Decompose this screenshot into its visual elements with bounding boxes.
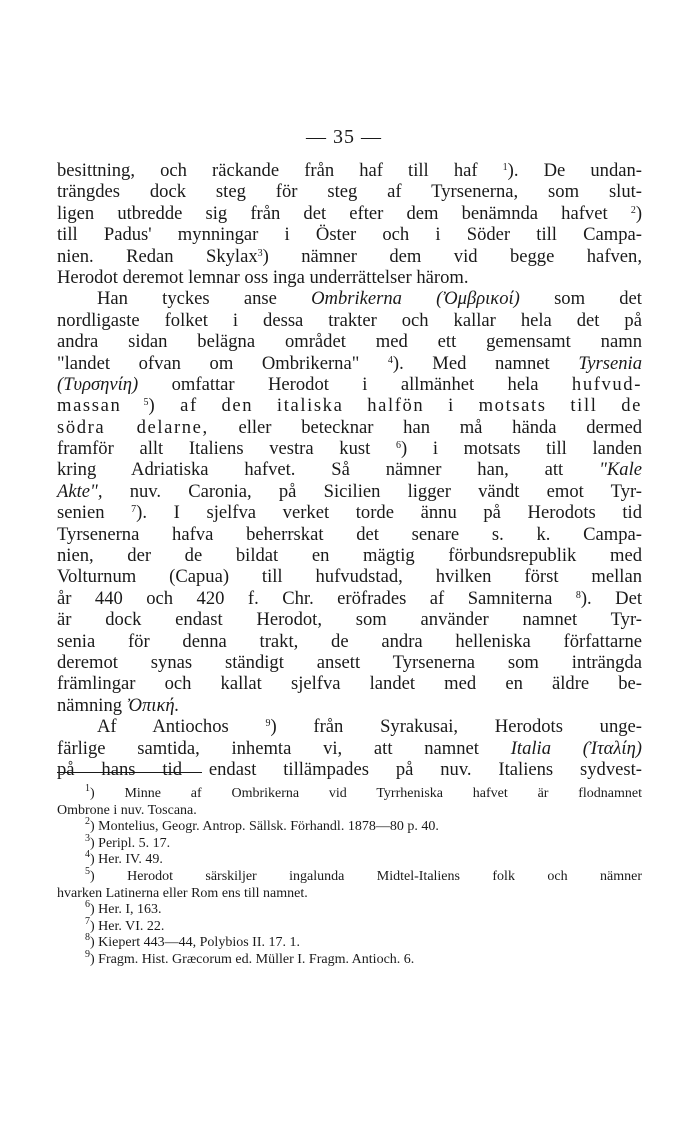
footnote-marker: 9 xyxy=(265,718,271,730)
text-line xyxy=(57,716,642,737)
text-line: på hans tid endast tillämpades på nuv. Italiens sydvest- xyxy=(57,758,642,780)
text-line: deremot synas ständigt ansett Tyrsenerna som inträngda xyxy=(57,651,642,673)
footnote-marker: 2 xyxy=(630,204,636,216)
text-line xyxy=(57,738,642,759)
text-segment: färlige samtida, inhemta vi, att namnet xyxy=(57,737,479,759)
footnote-text: ) Her. VI. 22. xyxy=(90,918,165,934)
text-segment: kring Adriatiska hafvet. Så nämner han, att xyxy=(57,459,564,481)
footnote-continuation: Ombrone i nuv. Toscana. xyxy=(57,802,197,818)
text-line xyxy=(57,203,642,224)
footnote-text: ) Her. I, 163. xyxy=(90,902,162,918)
footnote-number: 6 xyxy=(85,899,90,911)
footnote xyxy=(57,948,642,969)
footnote-text: ) Minne af Ombrikerna vid Tyrrheniska hafvet är flodnamnet xyxy=(90,786,642,801)
italic-name: Tyrsenia xyxy=(578,352,643,374)
text-line: senia för denna trakt, de andra helleniska författarne xyxy=(57,630,642,652)
footnote-text: ) Kiepert 443—44, Polybios II. 17. 1. xyxy=(90,935,300,951)
text-line: trängdes dock steg för steg af Tyrsenerna, som slut- xyxy=(57,181,642,203)
footnote-marker: 8 xyxy=(575,589,581,601)
text-line xyxy=(57,395,642,416)
text-segment: senien xyxy=(57,502,105,524)
spaced-text: hufvud- xyxy=(571,373,642,395)
text-segment: ) nämner dem vid begge hafven, xyxy=(262,245,643,267)
footnote-number: 9 xyxy=(85,948,90,960)
footnotes xyxy=(57,783,642,969)
text-line: Herodot deremot lemnar oss inga underrättelser härom. xyxy=(57,266,469,288)
spaced-text: ) af den italiska halfön i motsats till de xyxy=(148,395,642,417)
footnote-number: 3 xyxy=(85,832,90,844)
text-segment: ). Med namnet xyxy=(392,352,550,374)
footnote-marker: 3 xyxy=(257,247,263,259)
text-segment: ). Det xyxy=(580,587,643,609)
footnote xyxy=(57,932,642,952)
text-line xyxy=(57,160,642,181)
footnote-number: 1 xyxy=(85,783,90,794)
greek-term: (Ὀμβρικοί) xyxy=(436,288,520,310)
text-segment: "landet ofvan om Ombrikerna" xyxy=(57,352,360,374)
italic-name: "Kale xyxy=(599,459,642,481)
text-segment: år 440 och 420 f. Chr. eröfrades af Samniterna xyxy=(57,587,553,609)
text-line xyxy=(57,246,642,267)
footnote-marker: 7 xyxy=(131,504,137,516)
text-segment: nämning xyxy=(57,694,123,716)
text-line xyxy=(57,438,642,459)
footnote-number: 8 xyxy=(85,932,90,944)
italic-name: Akte", xyxy=(57,480,103,502)
text-line: Tyrsenerna hafva beherrskat det senare s. k. Campa- xyxy=(57,523,642,545)
page-number: — 35 — xyxy=(306,126,382,148)
footnote-text: ) Peripl. 5. 17. xyxy=(90,835,171,851)
text-segment: Han tyckes anse xyxy=(97,288,277,310)
text-line xyxy=(57,374,642,395)
text-line: andra sidan belägna området med ett gemensamt namn xyxy=(57,331,642,353)
text-segment: ) xyxy=(635,202,643,224)
text-segment: ) i motsats till landen xyxy=(400,438,643,460)
text-line xyxy=(57,353,642,374)
text-line: främlingar och kallat sjelfva landet med en äldre be- xyxy=(57,673,642,695)
text-segment: eller betecknar han må hända dermed xyxy=(238,416,643,438)
footnote xyxy=(57,865,642,886)
text-segment: som det xyxy=(554,288,642,310)
text-segment: nien. Redan Skylax xyxy=(57,245,258,267)
footnote xyxy=(57,899,642,919)
greek-term: Ὀπική. xyxy=(126,694,180,716)
text-line: till Padus' mynningar i Öster och i Söder till Campa- xyxy=(57,224,642,246)
text-segment: ). I sjelfva verket torde ännu på Herodots tid xyxy=(136,502,642,524)
spaced-text: södra delarne, xyxy=(57,416,209,438)
body-text xyxy=(57,160,642,780)
text-segment: framför allt Italiens vestra kust xyxy=(57,438,371,460)
footnote-divider xyxy=(57,772,202,773)
footnote-number: 4 xyxy=(85,849,90,861)
greek-term: (Ἰταλίη) xyxy=(582,737,642,759)
text-segment: omfattar Herodot i allmänhet hela xyxy=(171,373,539,395)
footnote xyxy=(57,816,642,836)
text-line xyxy=(57,481,642,502)
footnote-text: ) Fragm. Hist. Græcorum ed. Müller I. Fragm. Antioch. 6. xyxy=(90,951,415,967)
footnote-number: 7 xyxy=(85,915,90,927)
text-segment: ) från Syrakusai, Herodots unge- xyxy=(270,716,643,738)
footnote-marker: 1 xyxy=(502,162,508,173)
text-segment: nuv. Caronia, på Sicilien ligger vändt emot Tyr- xyxy=(129,480,643,502)
text-segment: Af Antiochos xyxy=(97,716,229,738)
text-line xyxy=(57,459,642,480)
footnote-text: ) Montelius, Geogr. Antrop. Sällsk. Förhandl. 1878—80 p. 40. xyxy=(90,819,439,835)
footnote xyxy=(57,783,642,803)
footnote-text: ) Her. IV. 49. xyxy=(90,852,163,868)
text-line xyxy=(57,695,642,716)
text-segment: besittning, och räckande från haf till haf xyxy=(57,160,478,181)
footnote-continuation: hvarken Latinerna eller Rom ens till namnet. xyxy=(57,885,308,901)
italic-name: Ombrikerna xyxy=(311,288,402,310)
footnote-marker: 4 xyxy=(387,354,393,366)
footnote-text: ) Herodot särskiljer ingalunda Midtel-Italiens folk och nämner xyxy=(90,868,642,884)
footnote-number: 2 xyxy=(85,816,90,828)
footnote-marker: 6 xyxy=(395,440,401,452)
text-line: nordligaste folket i dessa trakter och kallar hela det på xyxy=(57,309,642,331)
text-segment: ligen utbredde sig från det efter dem benämnda hafvet xyxy=(57,202,608,224)
footnote-number: 5 xyxy=(85,865,90,877)
footnote xyxy=(57,832,642,853)
footnote-marker: 5 xyxy=(143,397,149,409)
text-line xyxy=(57,288,642,309)
spaced-text: massan xyxy=(57,395,122,417)
text-line: Volturnum (Capua) till hufvudstad, hvilken först mellan xyxy=(57,566,642,588)
text-line xyxy=(57,502,642,523)
text-line xyxy=(57,417,642,438)
footnote xyxy=(57,849,642,869)
text-line xyxy=(57,588,642,609)
greek-term: (Τυρσηνίη) xyxy=(57,373,139,395)
text-line: nien, der de bildat en mägtig förbundsrepublik med xyxy=(57,545,642,567)
text-segment: ). De undan- xyxy=(507,160,642,181)
italic-name: Italia xyxy=(510,737,552,759)
footnote xyxy=(57,915,642,936)
text-line: är dock endast Herodot, som använder namnet Tyr- xyxy=(57,609,642,631)
